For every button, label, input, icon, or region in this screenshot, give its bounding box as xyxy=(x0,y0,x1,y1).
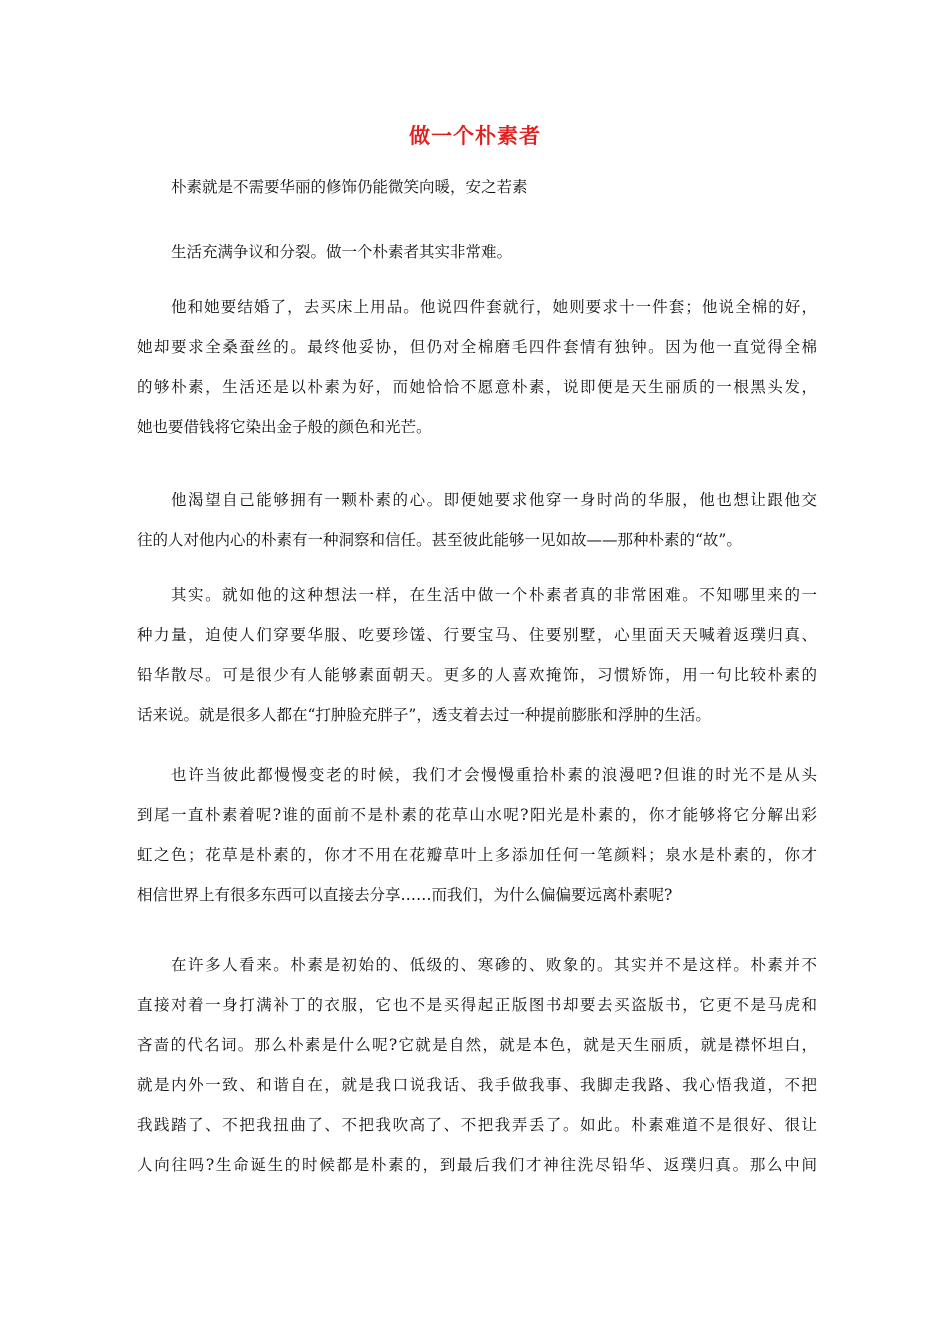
lead-line-2: 生活充满争议和分裂。做一个朴素者其实非常难。 xyxy=(171,243,513,261)
paragraph-5 xyxy=(137,945,817,1185)
document-title: 做一个朴素者 xyxy=(409,123,541,148)
paragraph-line: 也许当彼此都慢慢变老的时候，我们才会慢慢重拾朴素的浪漫吧?但谁的时光不是从头 xyxy=(171,766,817,784)
paragraph-line: 相信世界上有很多东西可以直接去分享……而我们，为什么偏偏要远离朴素呢? xyxy=(137,886,673,904)
paragraph-3 xyxy=(137,575,817,735)
paragraph-line: 他和她要结婚了，去买床上用品。他说四件套就行，她则要求十一件套；他说全棉的好， xyxy=(171,298,817,316)
paragraph-line: 她却要求全桑蚕丝的。最终他妥协，但仍对全棉磨毛四件套情有独钟。因为他一直觉得全棉 xyxy=(137,338,817,356)
paragraph-line: 我践踏了、不把我扭曲了、不把我吹高了、不把我弄丢了。如此。朴素难道不是很好、很让 xyxy=(137,1116,817,1134)
paragraph-line: 她也要借钱将它染出金子般的颜色和光芒。 xyxy=(137,418,432,436)
paragraph-line: 直接对着一身打满补丁的衣服，它也不是买得起正版图书却要去买盗版书，它更不是马虎和 xyxy=(137,996,817,1014)
paragraph-1 xyxy=(137,287,817,447)
paragraph-line: 到尾一直朴素着呢?谁的面前不是朴素的花草山水呢?阳光是朴素的，你才能够将它分解出彩 xyxy=(137,806,817,824)
paragraph-line: 的够朴素，生活还是以朴素为好，而她恰恰不愿意朴素，说即便是天生丽质的一根黑头发， xyxy=(137,378,817,396)
paragraph-line: 吝啬的代名词。那么朴素是什么呢?它就是自然，就是本色，就是天生丽质，就是襟怀坦白， xyxy=(137,1036,817,1054)
paragraph-line: 虹之色；花草是朴素的，你才不用在花瓣草叶上多添加任何一笔颜料；泉水是朴素的，你才 xyxy=(137,846,817,864)
paragraph-line: 人向往吗?生命诞生的时候都是朴素的，到最后我们才神往洗尽铅华、返璞归真。那么中间 xyxy=(137,1156,817,1174)
paragraph-line: 种力量，迫使人们穿要华服、吃要珍馐、行要宝马、住要别墅，心里面天天喊着返璞归真、 xyxy=(137,626,817,644)
paragraph-line: 话来说。就是很多人都在“打肿脸充胖子”，透支着去过一种提前膨胀和浮肿的生活。 xyxy=(137,706,711,724)
lead-line-1: 朴素就是不需要华丽的修饰仍能微笑向暖，安之若素 xyxy=(171,178,528,196)
paragraph-line: 其实。就如他的这种想法一样，在生活中做一个朴素者真的非常困难。不知哪里来的一 xyxy=(171,586,817,604)
paragraph-line: 就是内外一致、和谐自在，就是我口说我话、我手做我事、我脚走我路、我心悟我道，不把 xyxy=(137,1076,817,1094)
paragraph-line: 往的人对他内心的朴素有一种洞察和信任。甚至彼此能够一见如故——那种朴素的“故”。 xyxy=(137,531,742,549)
paragraph-4 xyxy=(137,755,817,915)
paragraph-2 xyxy=(137,480,817,560)
paragraph-line: 他渴望自己能够拥有一颗朴素的心。即便她要求他穿一身时尚的华服，他也想让跟他交 xyxy=(171,491,817,509)
paragraph-line: 在许多人看来。朴素是初始的、低级的、寒碜的、败象的。其实并不是这样。朴素并不 xyxy=(171,956,817,974)
paragraph-line: 铅华散尽。可是很少有人能够素面朝天。更多的人喜欢掩饰，习惯矫饰，用一句比较朴素的 xyxy=(137,666,817,684)
